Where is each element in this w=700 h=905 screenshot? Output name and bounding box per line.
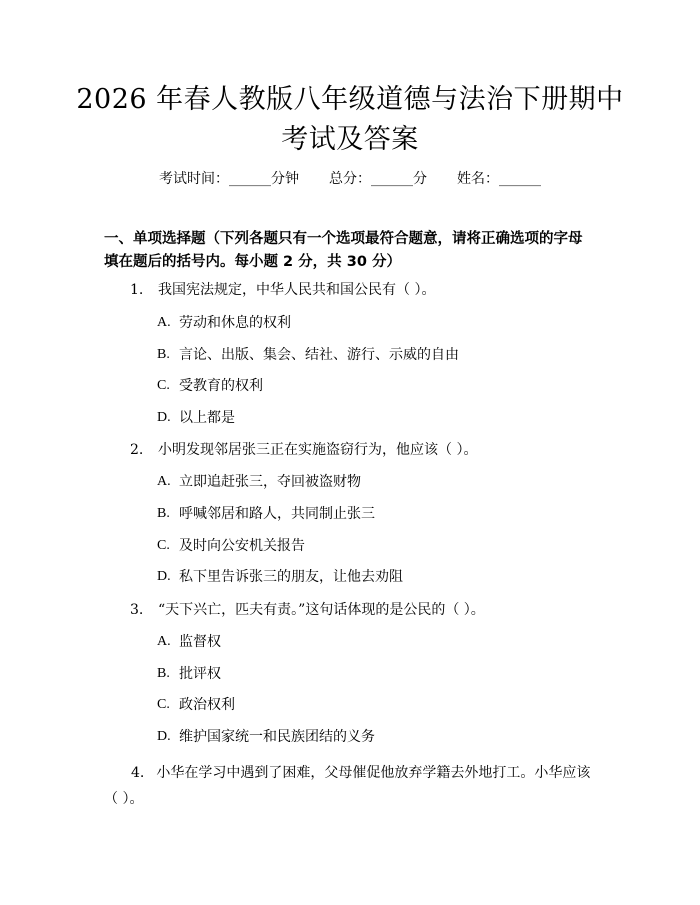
question-number: 3.	[130, 602, 144, 618]
option-text: 批评权	[179, 666, 221, 682]
option-letter: C.	[157, 697, 170, 712]
option-text: 以上都是	[179, 410, 235, 426]
option-text: 立即追赶张三，夺回被盗财物	[179, 474, 361, 490]
question-text: 我国宪法规定，中华人民共和国公民有（ ）。	[158, 282, 436, 298]
exam-meta	[0, 169, 700, 189]
option-letter: A.	[157, 634, 171, 649]
question-text: 小明发现邻居张三正在实施盗窃行为，他应该（ ）。	[158, 442, 478, 458]
option-text: 政治权利	[179, 697, 235, 713]
question-number: 4.	[131, 765, 145, 781]
option-text: 劳动和休息的权利	[179, 315, 291, 331]
exam-time-field: 考试时间：______分钟	[159, 171, 299, 187]
question-4	[104, 760, 600, 812]
option-letter: D.	[157, 569, 171, 584]
option-letter: A.	[157, 474, 171, 489]
option-letter: A.	[157, 315, 171, 330]
total-score-field: 总分：______分	[329, 171, 427, 187]
exam-title	[70, 80, 630, 160]
question-text: 小华在学习中遇到了困难，父母催促他放弃学籍去外地打工。小华应该（ ）。	[104, 765, 591, 807]
option-letter: D.	[157, 729, 171, 744]
section-heading: 一、单项选择题（下列各题只有一个选项最符合题意，请将正确选项的字母填在题后的括号内。每小题 2 分，共 30 分）	[104, 231, 583, 270]
option-letter: C.	[157, 538, 170, 553]
option-text: 监督权	[179, 634, 221, 650]
exam-title-line-2: 考试及答案	[281, 124, 419, 155]
option-text: 维护国家统一和民族团结的义务	[179, 729, 375, 745]
option-letter: B.	[157, 347, 170, 362]
option-letter: C.	[157, 378, 170, 393]
option-text: 言论、出版、集会、结社、游行、示威的自由	[179, 347, 459, 363]
student-name-field: 姓名：______	[457, 171, 541, 187]
question-number: 2.	[130, 442, 144, 458]
option-text: 受教育的权利	[179, 378, 263, 394]
option-letter: B.	[157, 506, 170, 521]
option-text: 私下里告诉张三的朋友，让他去劝阻	[179, 569, 403, 585]
question-text: “天下兴亡，匹夫有责。”这句话体现的是公民的（ ）。	[158, 602, 485, 618]
question-number: 1.	[130, 282, 144, 298]
option-text: 呼喊邻居和路人，共同制止张三	[179, 506, 375, 522]
option-text: 及时向公安机关报告	[179, 538, 305, 554]
exam-title-line-1: 2026 年春人教版八年级道德与法治下册期中	[76, 84, 624, 115]
option-letter: D.	[157, 410, 171, 425]
option-letter: B.	[157, 666, 170, 681]
